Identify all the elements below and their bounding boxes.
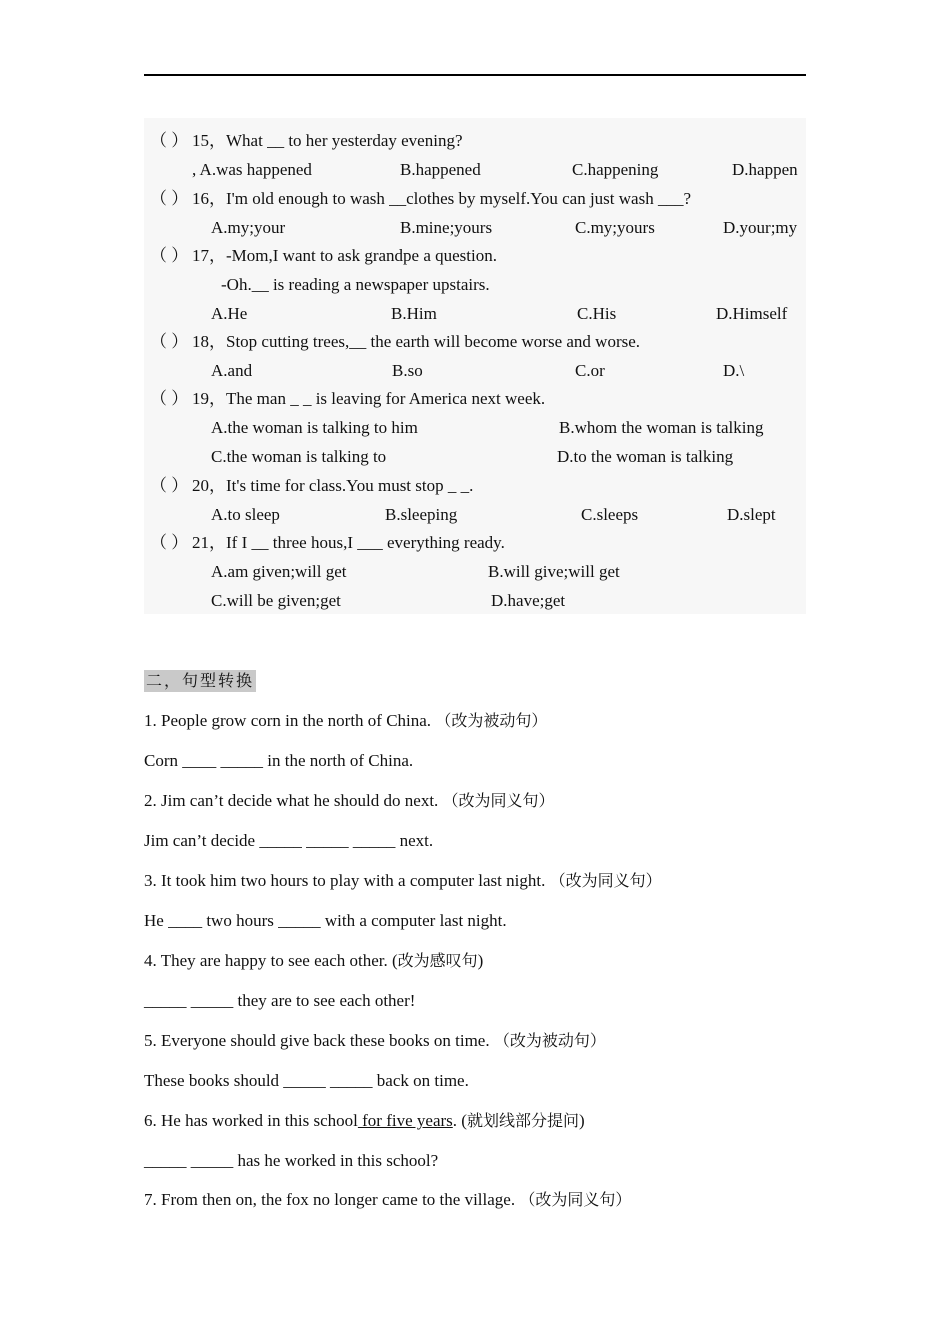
- answer-bracket-19: （ ）: [150, 389, 189, 408]
- answer-bracket-17: （ ）: [150, 246, 189, 265]
- option-17c: C.His: [577, 304, 617, 323]
- instruction-hint: 改为感叹句: [397, 951, 478, 970]
- option-15a: , A.was happened: [192, 160, 312, 179]
- transform-answer-2: Jim can’t decide _____ _____ _____ next.: [144, 831, 434, 850]
- transform-question-6: [144, 1111, 585, 1131]
- option-20b: B.sleeping: [385, 505, 458, 524]
- question-21: 21，If I __ three hous,I ___ everything ready.: [192, 533, 505, 552]
- answer-bracket-21: （ ）: [150, 533, 189, 552]
- option-17a: A.He: [211, 304, 248, 323]
- instruction-hint: （改为同义句）: [442, 791, 555, 810]
- option-19b: B.whom the woman is talking: [559, 418, 764, 437]
- question-18: 18，Stop cutting trees,__ the earth will become worse and worse.: [192, 332, 641, 351]
- option-20a: A.to sleep: [211, 505, 280, 524]
- option-19a: A.the woman is talking to him: [211, 418, 418, 437]
- option-18b: B.so: [392, 361, 423, 380]
- closing-paren: ): [578, 1111, 585, 1130]
- option-16d: D.your;my: [723, 218, 798, 237]
- transform-question-2: [144, 791, 555, 811]
- question-text: 3. It took him two hours to play with a computer last night.: [144, 871, 546, 890]
- transform-answer-6: _____ _____ has he worked in this school?: [144, 1151, 439, 1170]
- option-21d: D.have;get: [491, 591, 566, 610]
- transform-question-1: [144, 711, 547, 731]
- question-text: 4. They are happy to see each other. (: [144, 951, 398, 970]
- transform-question-5: [144, 1031, 606, 1051]
- option-18a: A.and: [211, 361, 253, 380]
- option-20c: C.sleeps: [581, 505, 639, 524]
- instruction-hint: （改为被动句）: [435, 711, 548, 730]
- instruction-hint: （改为同义句）: [519, 1190, 632, 1209]
- section-heading: 二，句型转换: [146, 671, 255, 690]
- question-text: 2. Jim can’t decide what he should do next.: [144, 791, 439, 810]
- option-15b: B.happened: [400, 160, 481, 179]
- option-16c: C.my;yours: [575, 218, 655, 237]
- option-18d: D.\: [723, 361, 745, 380]
- header-rule: [144, 74, 806, 76]
- option-17b: B.Him: [391, 304, 437, 323]
- answer-bracket-15: （ ）: [150, 131, 189, 150]
- question-19: 19，The man _ _ is leaving for America next week.: [192, 389, 546, 408]
- question-15: 15，What __ to her yesterday evening?: [192, 131, 463, 150]
- instruction-hint: （改为同义句）: [549, 871, 662, 890]
- option-21a: A.am given;will get: [211, 562, 347, 581]
- question-20: 20，It's time for class.You must stop _ _.: [192, 476, 474, 495]
- question-text: 1. People grow corn in the north of China.: [144, 711, 432, 730]
- option-19d: D.to the woman is talking: [557, 447, 734, 466]
- transform-question-4: [144, 951, 483, 971]
- question-16: 16，I'm old enough to wash __clothes by myself.You can just wash ___?: [192, 189, 692, 208]
- transform-answer-4: _____ _____ they are to see each other!: [144, 991, 416, 1010]
- transform-answer-5: These books should _____ _____ back on time.: [144, 1071, 469, 1090]
- answer-bracket-16: （ ）: [150, 189, 189, 208]
- option-16a: A.my;your: [211, 218, 286, 237]
- option-21b: B.will give;will get: [488, 562, 620, 581]
- answer-bracket-18: （ ）: [150, 332, 189, 351]
- option-19c: C.the woman is talking to: [211, 447, 387, 466]
- option-17d: D.Himself: [716, 304, 788, 323]
- answer-bracket-20: （ ）: [150, 476, 189, 495]
- question-text-mid: . (: [452, 1111, 467, 1130]
- question-17-reply: -Oh.__ is reading a newspaper upstairs.: [221, 275, 490, 294]
- instruction-hint: （改为被动句）: [493, 1031, 606, 1050]
- question-text: 6. He has worked in this school: [144, 1111, 358, 1130]
- option-18c: C.or: [575, 361, 605, 380]
- option-16b: B.mine;yours: [400, 218, 493, 237]
- question-text: 7. From then on, the fox no longer came to the village.: [144, 1190, 516, 1209]
- question-text: 5. Everyone should give back these books on time.: [144, 1031, 490, 1050]
- instruction-hint: 就划线部分提问: [466, 1111, 579, 1130]
- option-21c: C.will be given;get: [211, 591, 341, 610]
- option-20d: D.slept: [727, 505, 776, 524]
- transform-question-7: [144, 1190, 631, 1210]
- transform-answer-1: Corn ____ _____ in the north of China.: [144, 751, 414, 770]
- transform-answer-3: He ____ two hours _____ with a computer last night.: [144, 911, 507, 930]
- underlined-phrase: for five years: [357, 1111, 453, 1130]
- option-15d: D.happen: [732, 160, 798, 179]
- closing-paren: ): [477, 951, 484, 970]
- question-17: 17，-Mom,I want to ask grandpe a question.: [192, 246, 497, 265]
- option-15c: C.happening: [572, 160, 659, 179]
- transform-question-3: [144, 871, 662, 891]
